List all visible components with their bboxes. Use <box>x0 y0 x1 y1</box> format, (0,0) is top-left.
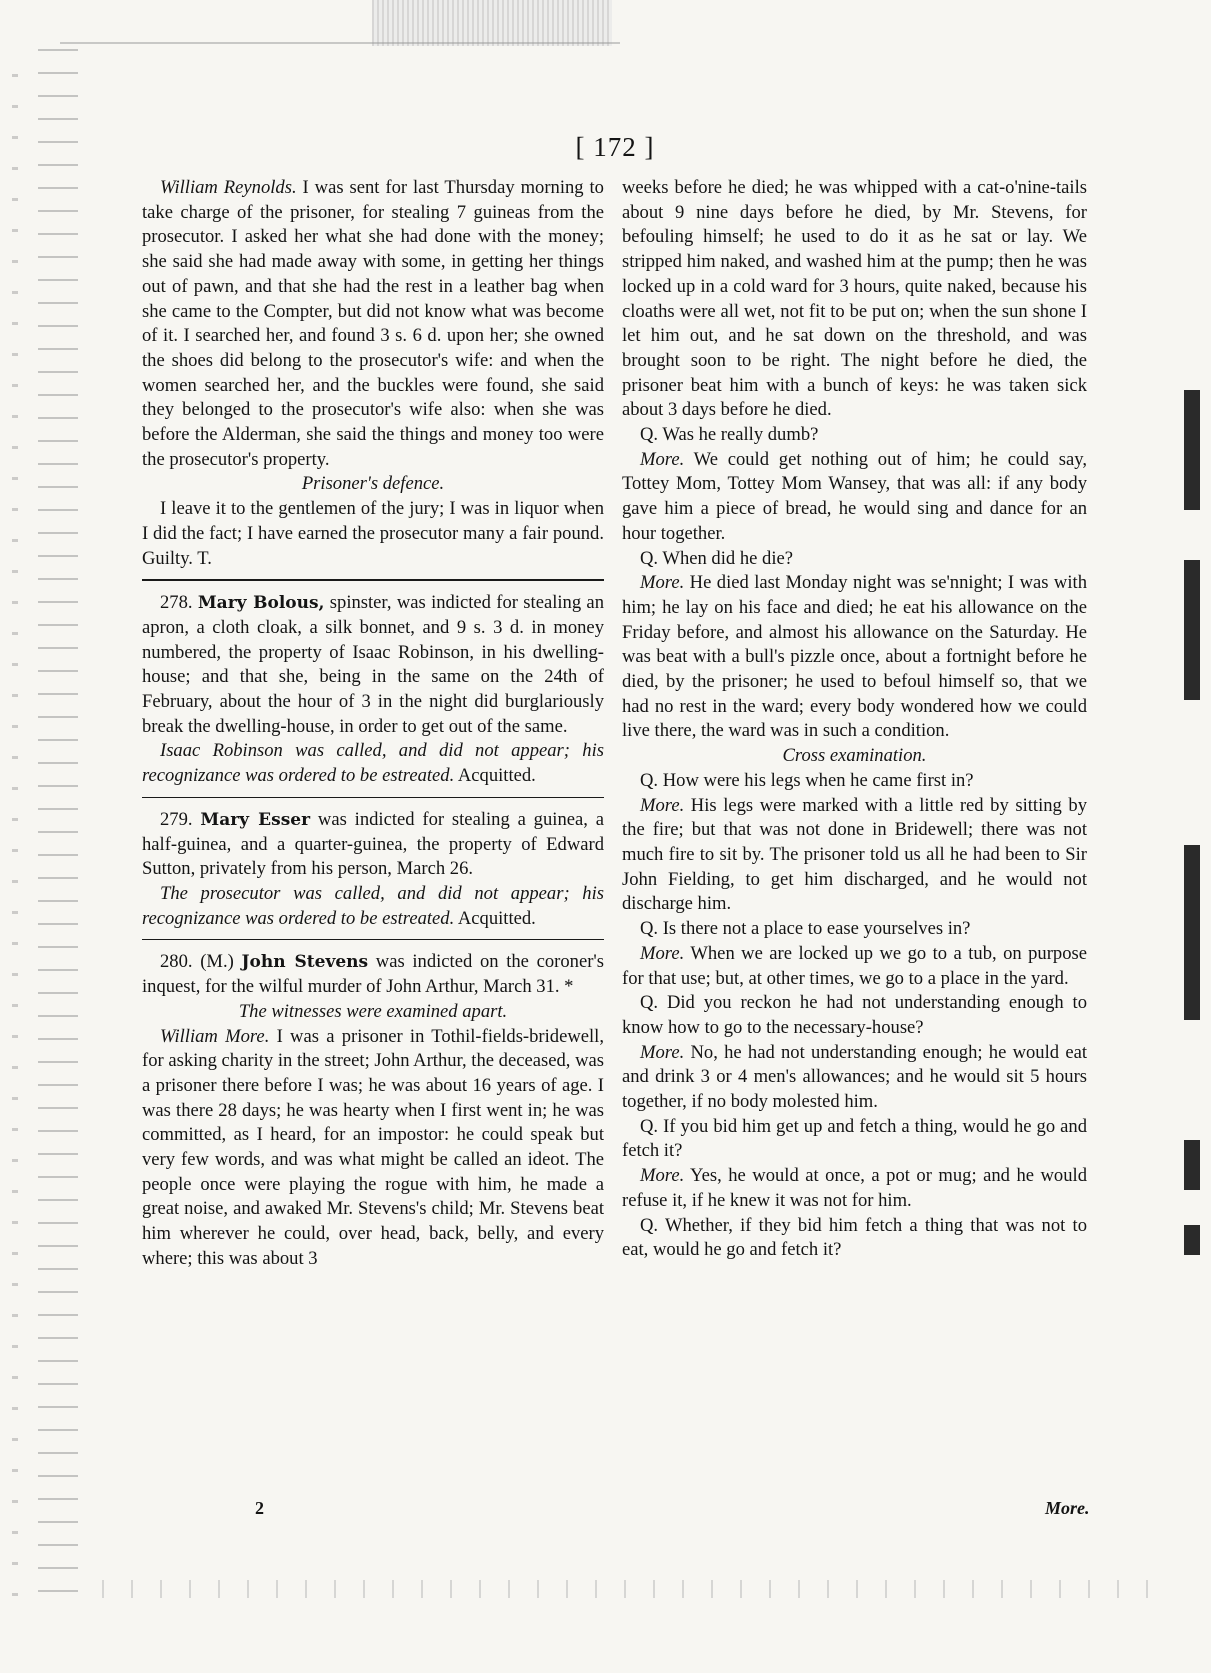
question: Q. Is there not a place to ease yourselves in? <box>640 918 971 940</box>
speaker-name: More. <box>640 448 685 470</box>
testimony-reynolds <box>142 176 604 472</box>
answer-text: His legs were marked with a little red by sitting by the fire; but that was not done in Bridewell; there was not much fire to sit by. The prisoner told us all he had been to Sir John Fielding, to get him discharged, and he would not discharge him. <box>622 794 1087 915</box>
case-number: 279. <box>160 808 201 830</box>
scan-artifact-line <box>60 42 620 44</box>
answer <box>622 794 1087 918</box>
speaker-name: William Reynolds. <box>160 177 297 198</box>
scan-edge-mark <box>1184 390 1200 510</box>
scan-edge-mark <box>1184 845 1200 1020</box>
case-280 <box>142 950 604 999</box>
case-number: 278. <box>160 592 198 614</box>
answer-text: He died last Monday night was se'nnight; I was with him; he lay on his face and died; he eat his allowance on the Friday before, and almost his allowance on the Saturday. He was beat with a bull's pizzle once, about a fortnight before he died, by the prisoner; he used to befoul himself so, that we had no rest in the ward; every body wondered how we could live there, the ward was in such a condition. <box>622 572 1087 742</box>
answer <box>622 1041 1087 1115</box>
verdict: Acquitted. <box>454 907 536 929</box>
signature-mark: 2 <box>255 1498 264 1518</box>
case-279-outcome <box>142 882 604 931</box>
question: Q. Whether, if they bid him fetch a thing that was not to eat, would he go and fetch it? <box>622 1214 1087 1261</box>
answer-text: No, he had not understanding enough; he would eat and drink 3 or 4 men's allowances; and he would sit 5 hours together, if no body molested him. <box>622 1041 1087 1113</box>
defence-heading: Prisoner's defence. <box>301 473 445 495</box>
answer <box>622 571 1087 744</box>
answer <box>622 448 1087 547</box>
speaker-name: More. <box>640 794 685 816</box>
section-divider <box>142 939 604 940</box>
outcome-note: Isaac Robinson was called, and did not appear; his recognizance was ordered to be estreated. <box>142 740 604 787</box>
question: Q. Did you reckon he had not understanding enough to know how to go to the necessary-house? <box>622 992 1087 1038</box>
outcome-note: The prosecutor was called, and did not appear; his recognizance was ordered to be estreated. <box>142 882 604 929</box>
scan-artifact-left-edge <box>12 60 18 1600</box>
section-divider <box>142 579 604 581</box>
case-279 <box>142 808 604 882</box>
speaker-name: More. <box>640 1165 685 1187</box>
scan-artifact-bottom <box>90 1580 1150 1598</box>
case-text: spinster, was indicted for stealing an apron, a cloth cloak, a silk bonnet, and 9 s. 3 d. in money numbered, the property of Isaac Robinson, in his dwelling-house; and that she, being in the same on the 24th of February, about the hour of 3 in the night did burglariously break the dwelling-house, in order to get out of the same. <box>142 592 604 737</box>
answer <box>622 942 1087 991</box>
testimony-text: I was a prisoner in Tothil-fields-bridewell, for asking charity in the street; John Arthur, the deceased, was a prisoner there before I was; he was about 16 years of age. I was there 28 days; he was hearty when I first went in; he was committed, as I heard, for an impostor: he could speak but very few words, and was what might be called an ideot. The people once were playing the rogue with him, he made a great noise, and awaked Mr. Stevens's child; Mr. Stevens beat him wherever he could, over head, back, belly, and every where; this was about 3 <box>142 1025 604 1269</box>
left-column <box>142 176 604 1272</box>
witnesses-heading: The witnesses were examined apart. <box>238 1000 508 1022</box>
right-column <box>622 176 1087 1263</box>
verdict: Acquitted. <box>454 765 536 787</box>
defendant-name: Mary Bolous, <box>197 593 325 614</box>
answer-text: We could get nothing out of him; he could say, Tottey Mom, Tottey Mom Wansey, that was all: if any body gave him a piece of bread, he would sing and dance for an hour together. <box>622 448 1087 544</box>
answer-text: Yes, he would at once, a pot or mug; and he would refuse it, if he knew it was not for him. <box>622 1165 1087 1211</box>
page-number: [ 172 ] <box>575 132 655 162</box>
speaker-name: William More. <box>160 1025 270 1047</box>
answer <box>622 1164 1087 1213</box>
question: Q. When did he die? <box>640 547 794 569</box>
question: Q. How were his legs when he came first in? <box>640 769 974 791</box>
answer-text: When we are locked up we go to a tub, on purpose for that use; but, at other times, we go to a place in the yard. <box>622 942 1087 989</box>
testimony-more <box>142 1025 604 1272</box>
question: Q. If you bid him get up and fetch a thing, would he go and fetch it? <box>622 1115 1087 1162</box>
question: Q. Was he really dumb? <box>640 424 819 446</box>
scan-artifact-left-margin <box>38 40 78 1600</box>
testimony-continued: weeks before he died; he was whipped with a cat-o'nine-tails about 9 nine days before he died, by Mr. Stevens, for befouling himself; he used to do it as he sat or lay. We stripped him naked, and washed him at the pump; then he was locked up in a cold ward for 3 hours, quite naked, because his cloaths were all wet, not fit to be put on; when the sun shone I let him out, and he sat down on the threshold, and was brought soon to be right. The night before he died, the prisoner beat him with a bunch of keys: he was taken sick about 3 days before he died. <box>622 177 1087 421</box>
cross-examination-heading: Cross examination. <box>782 745 927 767</box>
catchword: More. <box>1045 1498 1090 1518</box>
speaker-name: More. <box>640 942 685 964</box>
case-text: was indicted for stealing a guinea, a half-guinea, and a quarter-guinea, the property of Edward Sutton, privately from his person, March 26. <box>142 808 604 880</box>
defence-text: I leave it to the gentlemen of the jury; I was in liquor when I did the fact; I have earned the prosecutor many a fair pound. Guilty. T. <box>142 498 604 569</box>
scan-artifact-top <box>372 0 612 46</box>
speaker-name: More. <box>640 1041 685 1063</box>
case-278-outcome <box>142 739 604 788</box>
defendant-name: Mary Esser <box>200 809 311 830</box>
scan-edge-mark <box>1184 1140 1200 1190</box>
speaker-name: More. <box>640 572 685 594</box>
case-278 <box>142 591 604 739</box>
scan-edge-mark <box>1184 560 1200 700</box>
case-number: 280. (M.) <box>160 951 242 973</box>
case-text: was indicted on the coroner's inquest, for the wilful murder of John Arthur, March 31. * <box>142 951 604 998</box>
defendant-name: John Stevens <box>241 952 369 973</box>
scan-edge-mark <box>1184 1225 1200 1255</box>
section-divider <box>142 797 604 798</box>
testimony-text: I was sent for last Thursday morning to take charge of the prisoner, for stealing 7 guineas from the prosecutor. I asked her what she had done with the money; she said she had made away with some, in getting her things out of pawn, and that she had the rest in a leather bag when she came to the Compter, but did not know what was become of it. I searched her, and found 3 s. 6 d. upon her; she owned the shoes did belong to the prosecutor's wife: and when the women searched her, and the buckles were found, she said they belonged to the prosecutor's wife also: when she was before the Alderman, she said the things and money too were the prosecutor's property. <box>142 177 604 470</box>
